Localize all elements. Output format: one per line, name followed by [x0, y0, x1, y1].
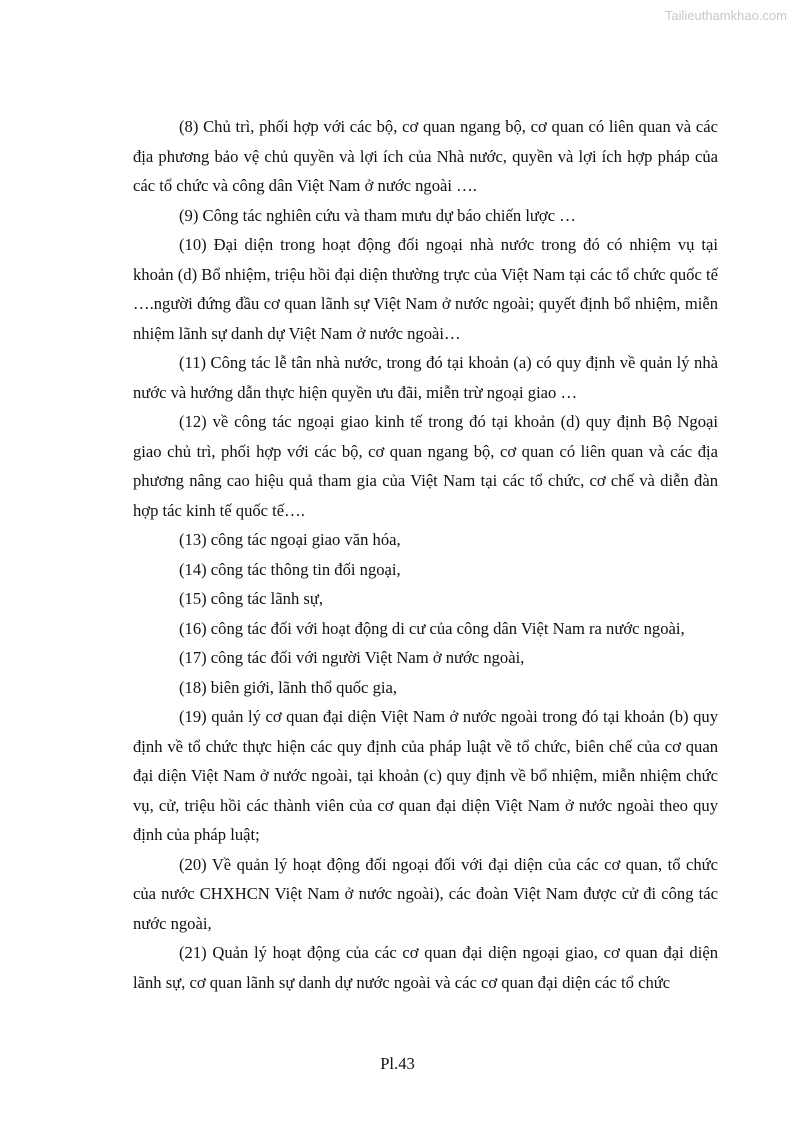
paragraph-19: (19) quản lý cơ quan đại diện Việt Nam ở nước ngoài trong đó tại khoản (b) quy định về tổ chức thực hiện các quy định của pháp luật về tổ chức, biên chế của cơ quan đại diện Việt Nam ở nước ngoài, tại khoản (c) quy định về bổ nhiệm, miễn nhiệm chức vụ, cử, triệu hồi các thành viên của cơ quan đại diện Việt Nam ở nước ngoài theo quy định của pháp luật; [133, 707, 718, 844]
paragraph-15: (15) công tác lãnh sự, [179, 589, 324, 608]
paragraph-21: (21) Quản lý hoạt động của các cơ quan đại diện ngoại giao, cơ quan đại diện lãnh sự, cơ quan lãnh sự danh dự nước ngoài và các cơ quan đại diện các tổ chức [133, 943, 718, 992]
paragraph-14: (14) công tác thông tin đối ngoại, [179, 559, 401, 579]
paragraph-8: (8) Chủ trì, phối hợp với các bộ, cơ quan ngang bộ, cơ quan có liên quan và các địa phương bảo vệ chủ quyền và lợi ích của Nhà nước, quyền và lợi ích hợp pháp của các tổ chức và công dân Việt Nam ở nước ngoài …. [133, 117, 718, 195]
paragraph-10: (10) Đại diện trong hoạt động đối ngoại nhà nước trong đó có nhiệm vụ tại khoản (d) Bổ nhiệm, triệu hồi đại diện thường trực của Việt Nam tại các tổ chức quốc tế ….người đứng đầu cơ quan lãnh sự Việt Nam ở nước ngoài; quyết định bổ nhiệm, miễn nhiệm lãnh sự danh dự Việt Nam ở nước ngoài… [133, 235, 718, 343]
paragraph-16: (16) công tác đối với hoạt động di cư của công dân Việt Nam ra nước ngoài, [179, 618, 685, 638]
paragraph-17: (17) công tác đối với người Việt Nam ở nước ngoài, [179, 648, 525, 667]
paragraph-11: (11) Công tác lễ tân nhà nước, trong đó tại khoản (a) có quy định về quản lý nhà nước và hướng dẫn thực hiện quyền ưu đãi, miễn trừ ngoại giao … [133, 353, 718, 402]
paragraph-9: (9) Công tác nghiên cứu và tham mưu dự báo chiến lược … [179, 205, 576, 225]
paragraph-12: (12) về công tác ngoại giao kinh tế trong đó tại khoản (d) quy định Bộ Ngoại giao chủ trì, phối hợp với các bộ, cơ quan ngang bộ, cơ quan có liên quan và các địa phương nâng cao hiệu quả tham gia của Việt Nam tại các tổ chức, cơ chế và diễn đàn hợp tác kinh tế quốc tế…. [133, 412, 718, 520]
document-body [133, 112, 718, 997]
paragraph-18: (18) biên giới, lãnh thổ quốc gia, [179, 677, 397, 697]
page-number: Pl.43 [380, 1054, 415, 1073]
paragraph-13: (13) công tác ngoại giao văn hóa, [179, 530, 401, 549]
paragraph-20: (20) Về quản lý hoạt động đối ngoại đối với đại diện của các cơ quan, tổ chức của nước CHXHCN Việt Nam ở nước ngoài), các đoàn Việt Nam được cử đi công tác nước ngoài, [133, 854, 718, 933]
watermark: Tailieuthamkhao.com [664, 8, 787, 23]
